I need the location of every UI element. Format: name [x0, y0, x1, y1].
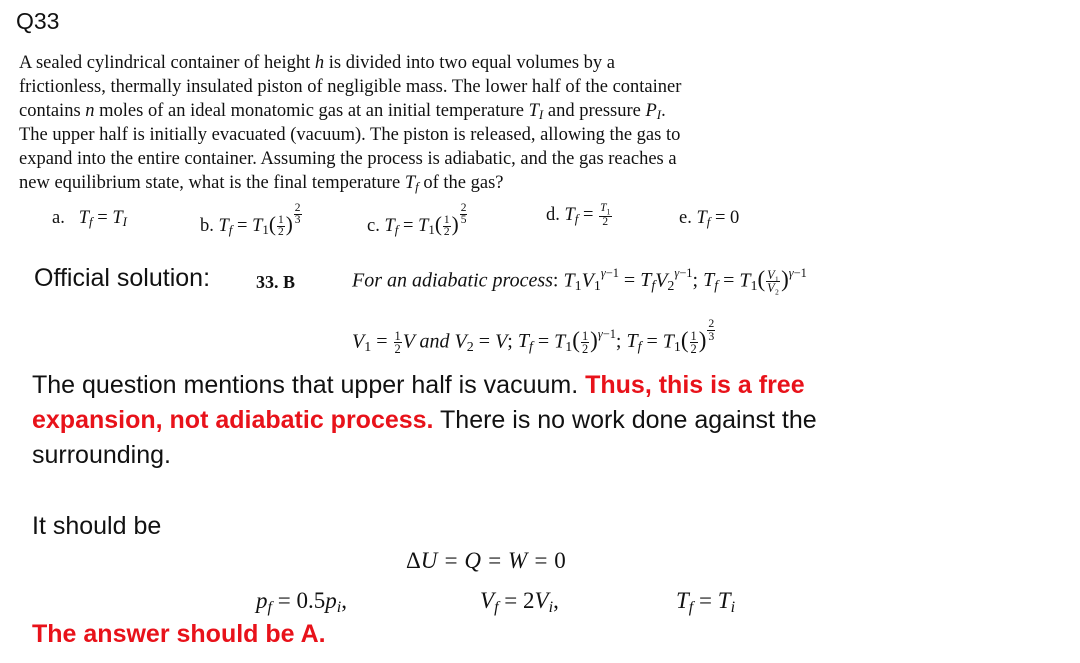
option-e: e. $T_f = 0$	[679, 208, 740, 230]
critique-after: There is no work done against the	[440, 406, 817, 434]
official-solution-line-1: For an adiabatic process: $T_1V_1^{\gamma-1} = T_fV_2^{\gamma-1}$; $T_f = T_1$( $\frac{\text{V₁}}{\text{V₂}}$ )$^{\gamma-1}$	[352, 266, 807, 296]
correction-volume: $V_f = 2V_i$,	[480, 588, 559, 617]
option-c: c. $T_f = T_1$( $\frac{1}{2}$ ) $\frac{2}{5}$	[367, 202, 467, 239]
option-b: b. $T_f = T_1$( $\frac{1}{2}$ ) $\frac{2}{3}$	[200, 202, 301, 239]
question-line-2: frictionless, thermally insulated piston of negligible mass. The lower half of the container	[19, 77, 682, 97]
correction-pressure: $p_f = 0.5p_i$,	[256, 588, 347, 617]
conclusion: The answer should be A.	[32, 620, 326, 648]
critique-line-2	[32, 403, 817, 438]
critique-before: The question mentions that upper half is vacuum.	[32, 371, 579, 399]
question-line-4: The upper half is initially evacuated (vacuum). The piston is released, allowing the gas to	[19, 125, 681, 145]
critique-line-3: surrounding.	[32, 441, 171, 469]
correction-label: It should be	[32, 512, 162, 540]
correction-equation-1: ΔU = Q = W = 0	[406, 548, 566, 573]
critique-line-1	[32, 368, 805, 403]
option-d: d. $T_f$ = $\frac{T_1}{2}$	[546, 202, 611, 229]
question-line-3: contains n moles of an ideal monatomic gas at an initial temperature $T_I$ and pressure $P_I$.	[19, 101, 666, 123]
question-line-5: expand into the entire container. Assuming the process is adiabatic, and the gas reaches a	[19, 149, 677, 169]
official-solution-line-2: $V_1$ = $\frac{1}{2}$ V and $V_2 = V$; $T_f = T_1$( $\frac{1}{2}$ )$^{\gamma-1}$; $T_f = T_1$( $\frac{1}{2}$ ) $\frac{2}{3}$	[352, 317, 715, 357]
question-number: Q33	[16, 8, 60, 34]
critique-highlight-1: Thus, this is a free	[585, 371, 805, 399]
option-a: a. $T_f = T_I$	[52, 208, 127, 230]
question-line-6: new equilibrium state, what is the final temperature $T_f$ of the gas?	[19, 173, 504, 195]
official-answer: 33. B	[256, 272, 296, 292]
correction-temperature: $T_f = T_i$	[676, 588, 736, 617]
official-solution-label: Official solution:	[34, 264, 211, 292]
critique-highlight-2: expansion, not adiabatic process.	[32, 406, 434, 434]
question-line-1: A sealed cylindrical container of height h is divided into two equal volumes by a	[19, 53, 615, 73]
